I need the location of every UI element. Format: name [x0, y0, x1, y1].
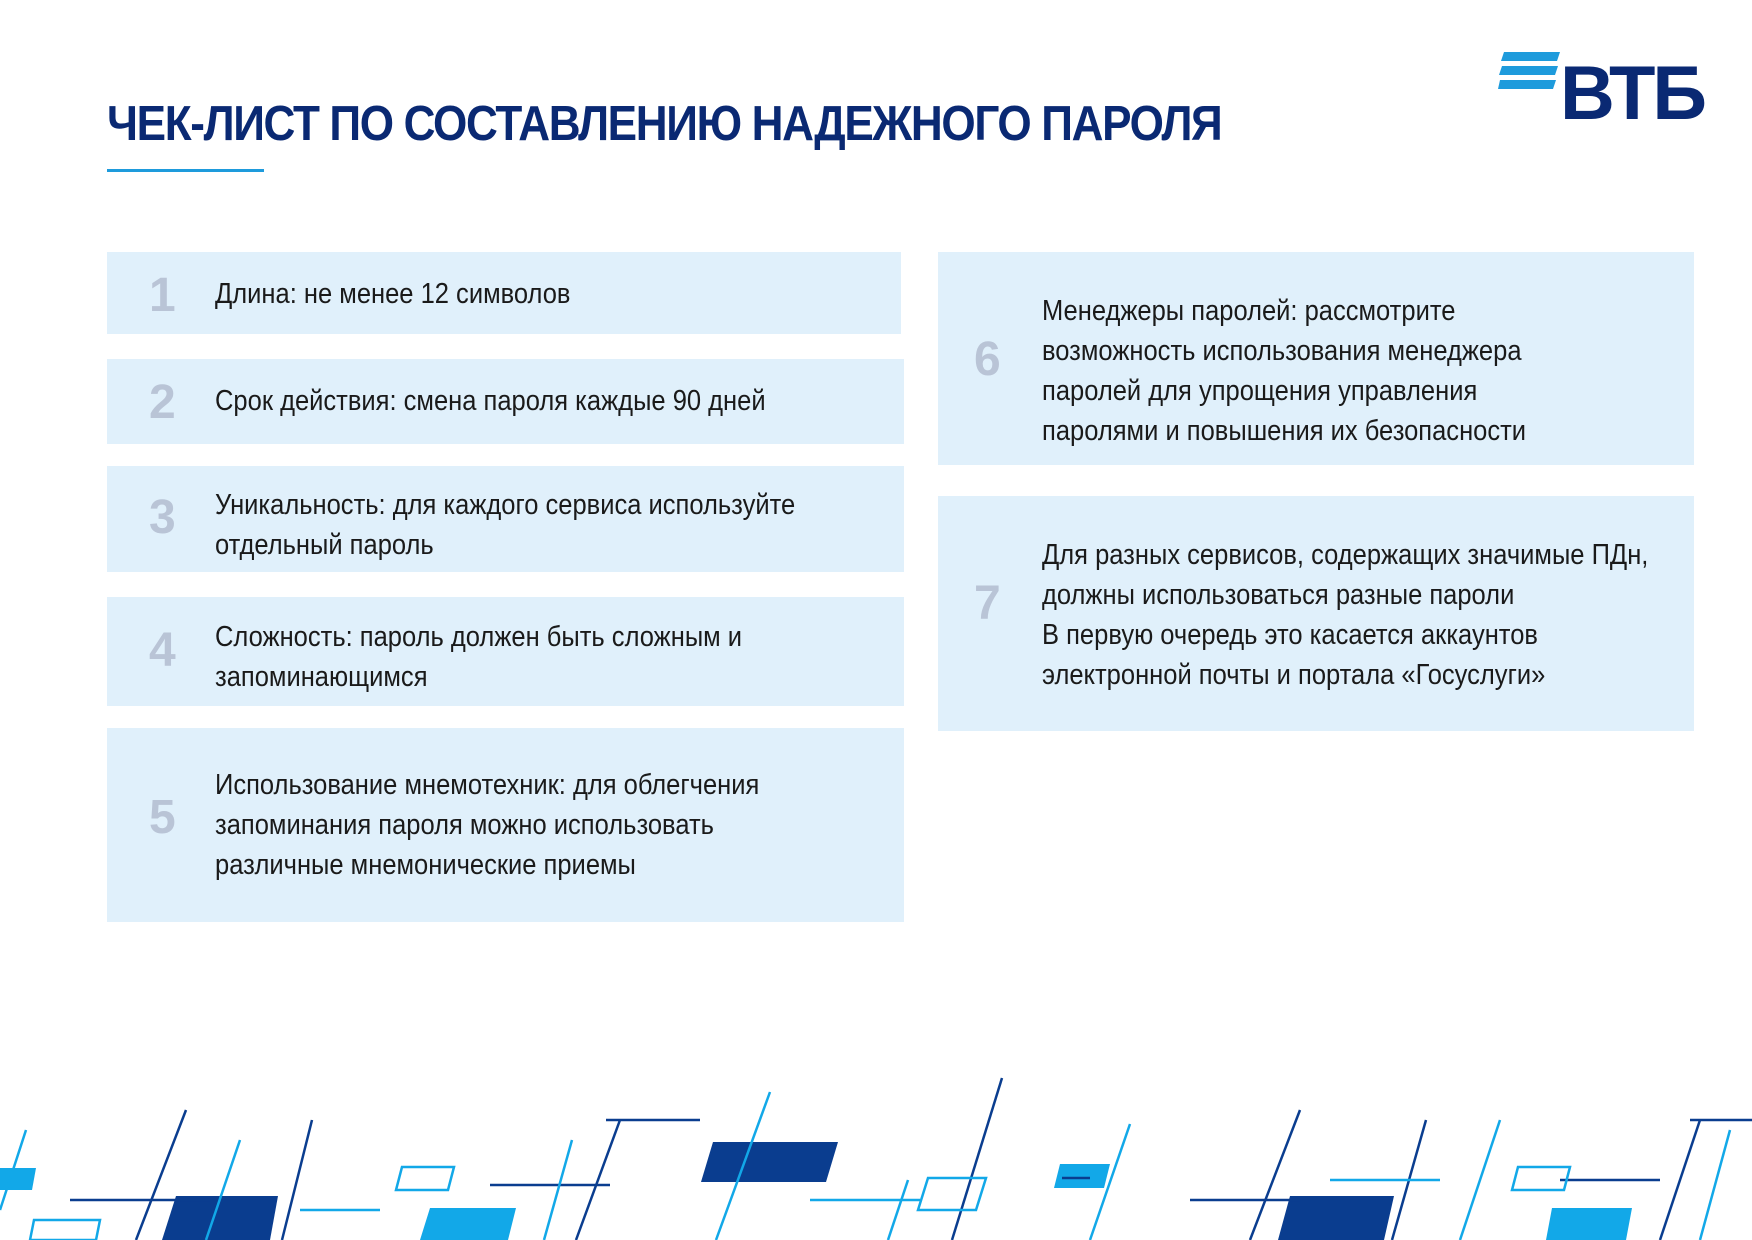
checklist-item-5	[107, 728, 904, 922]
item-text: Для разных сервисов, содержащих значимые ПДн, должны использоваться разные пароли В первую очередь это касается аккаунтов электронной почты и портала «Госуслуги»	[1042, 539, 1649, 691]
item-number: 1	[149, 269, 176, 322]
title-underline	[107, 169, 264, 172]
item-text: Менеджеры паролей: рассмотрите возможность использования менеджера паролей для упрощения управления паролями и повышения их безопасности	[1042, 295, 1527, 447]
checklist-item-1	[107, 252, 901, 334]
checklist-item-2	[107, 359, 904, 444]
vtb-logo	[1498, 50, 1705, 136]
item-text: Срок действия: смена пароля каждые 90 дней	[215, 385, 766, 417]
item-number: 7	[974, 577, 1001, 630]
item-text: Использование мнемотехник: для облегчения запоминания пароля можно использовать различные мнемонические приемы	[215, 769, 760, 881]
item-text: Уникальность: для каждого сервиса используйте отдельный пароль	[215, 489, 796, 561]
checklist-item-6	[938, 252, 1694, 465]
page-title: ЧЕК-ЛИСТ ПО СОСТАВЛЕНИЮ НАДЕЖНОГО ПАРОЛЯ	[107, 97, 1222, 151]
checklist-item-7	[938, 496, 1694, 731]
checklist-item-4	[107, 597, 904, 706]
item-number: 4	[149, 624, 176, 677]
item-text: Сложность: пароль должен быть сложным и запоминающимся	[215, 621, 743, 693]
checklist-item-3	[107, 466, 904, 572]
item-number: 3	[149, 491, 176, 544]
vtb-stripes-icon	[1498, 52, 1560, 94]
item-text: Длина: не менее 12 символов	[215, 278, 571, 310]
item-number: 5	[149, 791, 176, 844]
decorative-line-pattern	[0, 1060, 1752, 1240]
item-number: 6	[974, 333, 1001, 386]
vtb-logo-text: ВТБ	[1560, 51, 1705, 136]
item-number: 2	[149, 376, 176, 429]
